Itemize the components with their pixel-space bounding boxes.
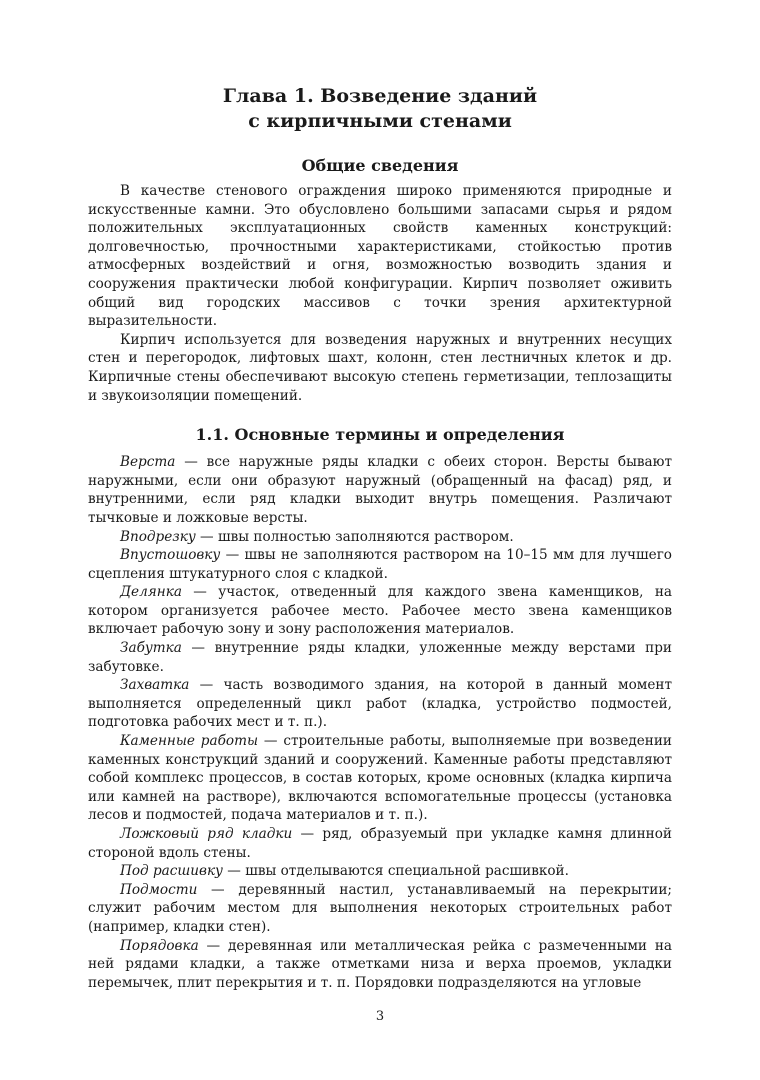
paragraph: В качестве стенового ограждения широко применяются природные и искусственные камни. Это обусловлено большими запасами сырья и рядом положительных эксплуатационных свойств каменных конструкций: долговечностью, прочностными характеристиками, стойкостью против атмосферных воздействий и огня, возможностью возводить здания и сооружения практически любой конфигурации. Кирпич позволяет оживить общий вид городских массивов с точки зрения архитектурной выразительности. [88,183,672,330]
term-definition [88,881,672,937]
term: Делянка [120,584,182,601]
term: Впустошовку [120,547,221,564]
term-definition [88,639,672,676]
term: Каменные работы [120,733,259,750]
definition: — строительные работы, выполняемые при возведении каменных конструкций зданий и сооружений. Каменные работы представляют собой комплекс процессов, в состав которых, кроме основных (кладка кирпича или камней на растворе), включаются вспомогательные процессы (установка лесов и подмостей, подача материалов и т. п.). [88,733,672,824]
term-definition [88,583,672,639]
term-definition [88,546,672,583]
term: Забутка [120,640,182,657]
page-number: 3 [375,1009,385,1024]
term: Верста [120,454,176,471]
term: Под расшивку [120,863,223,880]
chapter-title-line-2: с кирпичными стенами [248,110,512,132]
definition: — участок, отведенный для каждого звена каменщиков, на котором организуется рабочее место. Рабочее место звена каменщиков включает рабочую зону и зону расположения материалов. [88,584,672,638]
definition: — швы отделываются специальной расшивкой. [222,863,569,880]
term-definition [88,676,672,732]
definition: — все наружные ряды кладки с обеих сторон. Версты бывают наружными, если они образуют наружный (обращенный на фасад) ряд, и внутренними, если ряд кладки выходит внутрь помещения. Различают тычковые и ложковые версты. [88,454,672,526]
term-definition [88,453,672,527]
term: Порядовка [120,937,199,954]
term: Вподрезку [120,528,196,545]
definition: — швы не заполняются раствором на 10–15 мм для лучшего сцепления штукатурного слоя с кладкой. [88,547,672,582]
definition: — внутренние ряды кладки, уложенные между верстами при забутовке. [88,640,672,675]
term: Ложковый ряд кладки [120,826,293,842]
term-definition [88,937,672,993]
definition: — часть возводимого здания, на которой в данный момент выполняется определенный цикл работ (кладка, устройство подмостей, подготовка рабочих мест и т. п.). [88,677,672,731]
term-definition [88,528,672,547]
term-definition [88,862,672,881]
definition: — ряд, образуемый при укладке камня длинной стороной вдоль стены. [88,826,672,861]
section-heading-general: Общие сведения [301,156,459,175]
document-page [88,84,672,992]
chapter-title-line-1: Глава 1. Возведение зданий [222,85,538,107]
term: Подмости [120,881,198,898]
definition: — швы полностью заполняются раствором. [195,528,514,545]
definition: — деревянный настил, устанавливаемый на перекрытии; служит рабочим местом для выполнения некоторых строительных работ (например, кладки стен). [88,881,672,935]
paragraph: Кирпич используется для возведения наружных и внутренних несущих стен и перегородок, лифтовых шахт, колонн, стен лестничных клеток и др. Кирпичные стены обеспечивают высокую степень герметизации, теплозащиты и звукоизоляции помещений. [88,331,672,404]
term-definition [88,732,672,825]
section-heading-terms: 1.1. Основные термины и определения [195,425,565,445]
term: Захватка [120,677,190,694]
chapter-title [88,84,672,134]
term-definition [88,825,672,862]
definition: — деревянная или металлическая рейка с размеченными на ней рядами кладки, а также отметками низа и верха проемов, укладки перемычек, плит перекрытия и т. п. Порядовки подразделяются на угловые [88,937,672,991]
